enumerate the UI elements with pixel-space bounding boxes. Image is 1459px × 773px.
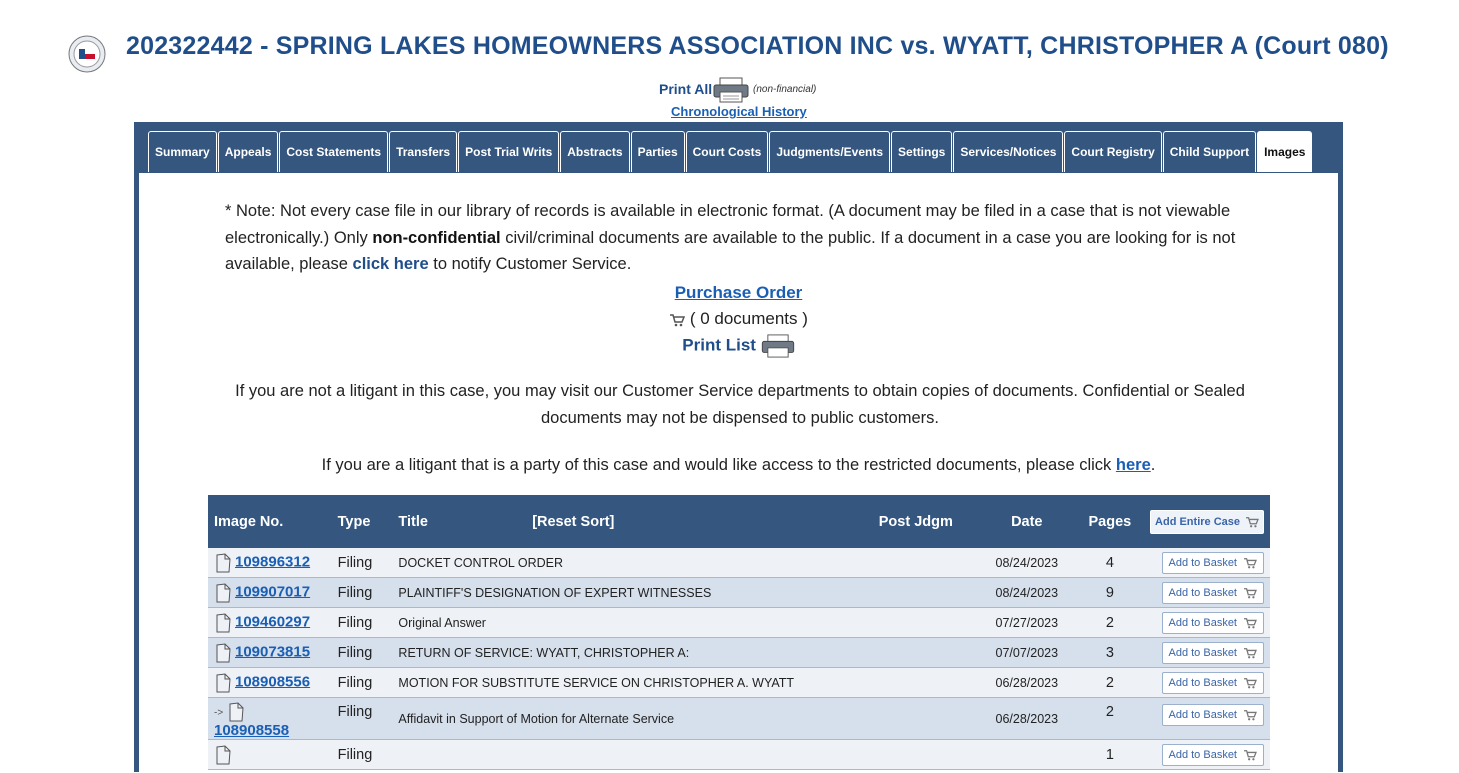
basket-count [139, 309, 1338, 329]
cart-icon [1245, 516, 1259, 528]
pages-cell: 1 [1077, 740, 1142, 770]
table-row [208, 638, 1270, 668]
case-title: 202322442 - SPRING LAKES HOMEOWNERS ASSOCIATION INC vs. WYATT, CHRISTOPHER A (Court 080) [126, 32, 1389, 60]
tab-images[interactable]: Images [1257, 131, 1312, 172]
click-here-link[interactable]: click here [352, 255, 429, 273]
title-cell: Original Answer [392, 608, 872, 638]
cart-icon [1243, 749, 1257, 761]
add-to-basket-label[interactable]: Add to Basket [1168, 616, 1237, 629]
document-icon[interactable] [214, 745, 232, 765]
tab-settings[interactable]: Settings [891, 131, 952, 172]
basket-cell [1142, 548, 1270, 578]
table-row [208, 740, 1270, 770]
date-cell: 08/24/2023 [976, 548, 1077, 578]
basket-cell [1142, 698, 1270, 740]
table-row [208, 608, 1270, 638]
post-jdgm-cell [873, 638, 976, 668]
tab-parties[interactable]: Parties [631, 131, 685, 172]
basket-cell [1142, 608, 1270, 638]
printer-icon[interactable] [761, 334, 795, 358]
image-link[interactable]: 109460297 [235, 612, 311, 630]
pages-cell: 9 [1077, 578, 1142, 608]
tab-services-notices[interactable]: Services/Notices [953, 131, 1063, 172]
tab-post-trial-writs[interactable]: Post Trial Writs [458, 131, 559, 172]
cart-icon [1243, 677, 1257, 689]
add-to-basket-label[interactable]: Add to Basket [1168, 646, 1237, 659]
document-icon[interactable] [214, 643, 232, 663]
image-no-cell [208, 740, 332, 770]
table-header-row [208, 495, 1270, 548]
litigant-end: . [1150, 456, 1156, 474]
title-cell: PLAINTIFF'S DESIGNATION OF EXPERT WITNESSES [392, 578, 872, 608]
add-to-basket-label[interactable]: Add to Basket [1168, 676, 1237, 689]
documents-body [208, 548, 1270, 770]
cart-icon [1243, 617, 1257, 629]
case-panel [134, 122, 1343, 772]
printer-icon[interactable] [713, 77, 749, 103]
post-jdgm-cell [873, 668, 976, 698]
note-bold: non-confidential [372, 228, 501, 247]
title-cell: MOTION FOR SUBSTITUTE SERVICE ON CHRISTOPHER A. WYATT [392, 668, 872, 698]
date-cell: 07/27/2023 [976, 608, 1077, 638]
customer-service-notice: If you are not a litigant in this case, you may visit our Customer Service departments to obtain copies of documents. Confidential or Sealed documents may not be dispensed to public customers. [235, 382, 1245, 427]
tab-transfers[interactable]: Transfers [389, 131, 457, 172]
tab-court-registry[interactable]: Court Registry [1064, 131, 1161, 172]
col-pages[interactable]: Pages [1088, 513, 1132, 530]
title-cell [392, 740, 872, 770]
date-cell: 06/28/2023 [976, 668, 1077, 698]
cart-icon [669, 313, 685, 327]
document-icon[interactable] [227, 702, 245, 722]
tab-judgments-events[interactable]: Judgments/Events [769, 131, 890, 172]
post-jdgm-cell [873, 608, 976, 638]
add-to-basket-label[interactable]: Add to Basket [1168, 709, 1237, 721]
tab-court-costs[interactable]: Court Costs [686, 131, 769, 172]
add-to-basket-button[interactable] [1162, 704, 1265, 726]
tab-bar [148, 131, 1313, 173]
add-entire-case-label[interactable]: Add Entire Case [1155, 515, 1240, 528]
non-financial-note: (non-financial) [753, 84, 817, 95]
add-to-basket-button[interactable] [1162, 672, 1265, 694]
restricted-here-link[interactable]: here [1115, 456, 1151, 474]
image-no-cell [208, 608, 332, 638]
image-no-cell: -> 108908558 [208, 698, 332, 740]
post-jdgm-cell [873, 740, 976, 770]
date-cell [976, 740, 1077, 770]
page-header [0, 30, 1459, 70]
county-seal-icon [68, 35, 106, 73]
reset-sort-link[interactable]: [Reset Sort] [532, 513, 615, 530]
documents-count: ( 0 documents ) [689, 309, 808, 328]
title-cell: Affidavit in Support of Motion for Alternate Service [392, 698, 872, 740]
add-to-basket-button[interactable] [1162, 744, 1265, 766]
basket-cell [1142, 740, 1270, 770]
type-cell: Filing [332, 668, 393, 698]
table-row [208, 698, 1270, 740]
note-text-1: * Note: Not every case file in our library of records is available in electronic format. (A document may be filed in a case that is not viewable electronically.) Only [225, 202, 1231, 247]
type-cell: Filing [332, 638, 393, 668]
tab-child-support[interactable]: Child Support [1163, 131, 1256, 172]
litigant-notice [139, 456, 1338, 475]
tab-abstracts[interactable]: Abstracts [560, 131, 629, 172]
tab-summary[interactable]: Summary [148, 131, 217, 172]
col-date[interactable]: Date [1011, 513, 1043, 530]
col-post-jdgm[interactable]: Post Jdgm [878, 513, 953, 530]
image-link[interactable]: 109896312 [235, 552, 311, 570]
type-cell: Filing [332, 548, 393, 578]
basket-cell [1142, 638, 1270, 668]
document-icon[interactable] [214, 583, 232, 603]
image-link[interactable]: 109073815 [235, 642, 311, 660]
image-no-cell [208, 548, 332, 578]
image-link[interactable]: 108908556 [235, 672, 311, 690]
cart-icon [1243, 709, 1257, 721]
add-to-basket-button[interactable] [1162, 612, 1265, 634]
type-cell: Filing [332, 698, 393, 740]
post-jdgm-cell [873, 548, 976, 578]
chronological-history-link[interactable]: Chronological History [671, 104, 807, 119]
table-row [208, 578, 1270, 608]
image-no-cell [208, 578, 332, 608]
note-text-3: to notify Customer Service. [428, 255, 632, 273]
image-link[interactable]: 109907017 [235, 582, 311, 600]
pages-cell: 2 [1077, 668, 1142, 698]
litigant-text: If you are a litigant that is a party of this case and would like access to the restricted documents, please click [321, 456, 1116, 474]
add-to-basket-button[interactable] [1162, 552, 1265, 574]
post-jdgm-cell [873, 578, 976, 608]
title-cell: RETURN OF SERVICE: WYATT, CHRISTOPHER A: [392, 638, 872, 668]
print-all[interactable] [659, 77, 859, 103]
add-to-basket-label[interactable]: Add to Basket [1168, 748, 1237, 761]
basket-cell [1142, 578, 1270, 608]
add-entire-case-button[interactable] [1150, 510, 1264, 534]
col-title[interactable]: Title [398, 513, 428, 530]
type-cell: Filing [332, 608, 393, 638]
note-text-2: civil/criminal documents are available to the public. If a document in a case you are looking for is not available, please [225, 228, 1236, 273]
date-cell: 07/07/2023 [976, 638, 1077, 668]
date-cell: 06/28/2023 [976, 698, 1077, 740]
document-icon[interactable] [214, 613, 232, 633]
tab-appeals[interactable]: Appeals [218, 131, 279, 172]
pages-cell: 4 [1077, 548, 1142, 578]
document-icon[interactable] [214, 673, 232, 693]
print-list[interactable] [139, 334, 1338, 358]
documents-table [208, 495, 1270, 770]
table-row [208, 548, 1270, 578]
image-no-cell [208, 638, 332, 668]
add-to-basket-button[interactable] [1162, 642, 1265, 664]
type-cell: Filing [332, 740, 393, 770]
pages-cell: 2 [1077, 608, 1142, 638]
print-all-label[interactable]: Print All [659, 81, 713, 97]
images-content [139, 173, 1338, 773]
print-list-label[interactable]: Print List [682, 335, 756, 355]
title-cell: DOCKET CONTROL ORDER [392, 548, 872, 578]
cart-icon [1243, 557, 1257, 569]
cart-icon [1243, 587, 1257, 599]
post-jdgm-cell [873, 698, 976, 740]
col-image-no[interactable]: Image No. [214, 513, 284, 530]
document-icon[interactable] [214, 553, 232, 573]
tab-cost-statements[interactable]: Cost Statements [279, 131, 388, 172]
add-to-basket-label[interactable]: Add to Basket [1168, 586, 1237, 599]
add-to-basket-button[interactable] [1162, 582, 1265, 604]
availability-note [225, 198, 1265, 278]
col-type[interactable]: Type [337, 513, 371, 530]
cart-icon [1243, 647, 1257, 659]
add-to-basket-label[interactable]: Add to Basket [1168, 556, 1237, 569]
basket-cell [1142, 668, 1270, 698]
pages-cell: 3 [1077, 638, 1142, 668]
image-link[interactable]: 108908558 [214, 722, 290, 739]
purchase-order-link[interactable]: Purchase Order [674, 283, 803, 302]
image-no-cell [208, 668, 332, 698]
date-cell: 08/24/2023 [976, 578, 1077, 608]
table-row [208, 668, 1270, 698]
type-cell: Filing [332, 578, 393, 608]
pages-cell: 2 [1077, 698, 1142, 740]
